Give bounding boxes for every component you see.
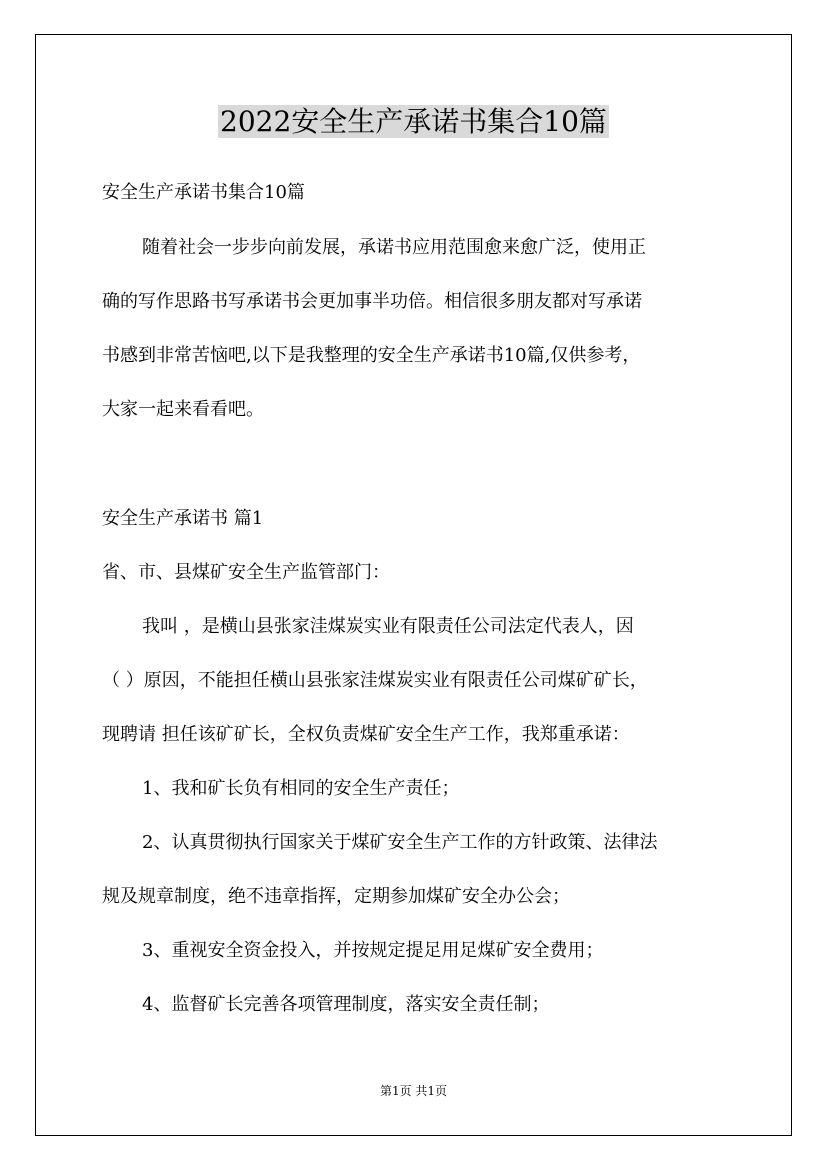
body-line-2: （ ）原因，不能担任横山县张家洼煤炭实业有限责任公司煤矿矿长， (102, 670, 648, 691)
salutation: 省、市、县煤矿安全生产监管部门： (102, 562, 390, 583)
intro-line-4: 大家一起来看看吧。 (102, 399, 264, 420)
intro-line-3: 书感到非常苦恼吧,以下是我整理的安全生产承诺书10篇,仅供参考， (102, 345, 641, 366)
body-line-3: 现聘请 担任该矿矿长，全权负责煤矿安全生产工作，我郑重承诺： (102, 724, 630, 745)
section-heading: 安全生产承诺书 篇1 (102, 508, 264, 529)
intro-line-2: 确的写作思路书写承诺书会更加事半功倍。相信很多朋友都对写承诺 (102, 291, 642, 312)
intro-line-1: 随着社会一步步向前发展，承诺书应用范围愈来愈广泛，使用正 (142, 237, 646, 258)
item-2-continued: 规及规章制度，绝不违章指挥，定期参加煤矿安全办公会； (102, 886, 570, 907)
item-1: 1、我和矿长负有相同的安全生产责任； (142, 778, 460, 799)
item-2: 2、认真贯彻执行国家关于煤矿安全生产工作的方针政策、法律法 (142, 832, 658, 853)
page-footer: 第1页 共1页 (379, 1084, 448, 1098)
document-title (0, 100, 827, 144)
document-subtitle: 安全生产承诺书集合10篇 (102, 182, 305, 203)
body-line-1: 我叫 ，是横山县张家洼煤炭实业有限责任公司法定代表人，因 (142, 616, 634, 637)
item-3: 3、重视安全资金投入，并按规定提足用足煤矿安全费用； (142, 940, 604, 961)
item-4: 4、监督矿长完善各项管理制度，落实安全责任制； (142, 994, 550, 1015)
document-title-text: 2022安全生产承诺书集合10篇 (220, 105, 607, 138)
